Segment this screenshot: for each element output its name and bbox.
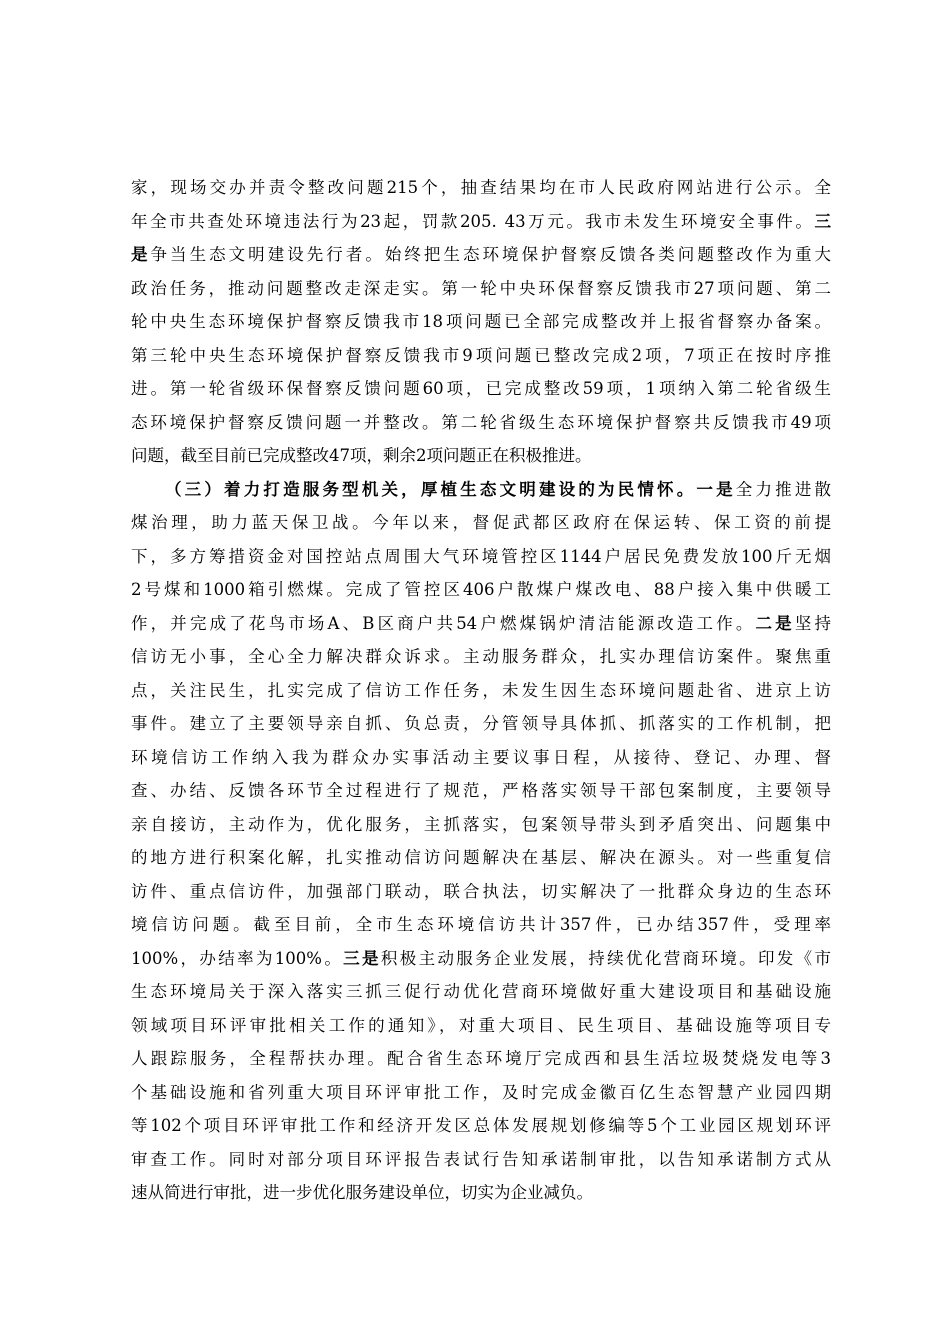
text-segment: 第三轮中央生态环境保护督察反馈我市9项问题已整改完成2项，7项正在按时序推 <box>131 345 831 365</box>
text-line <box>131 1144 831 1176</box>
text-line <box>131 273 831 305</box>
text-segment: 个基础设施和省列重大项目环评审批工作，及时完成金徽百亿生态智慧产业园四期 <box>131 1082 831 1102</box>
bold-text-segment: 二是 <box>755 613 795 633</box>
text-segment: 点，关注民生，扎实完成了信访工作任务，未发生因生态环境问题赴省、进京上访 <box>131 680 831 700</box>
text-segment: 的地方进行积案化解，扎实推动信访问题解决在基层、解决在源头。对一些重复信 <box>131 848 831 867</box>
text-line <box>131 708 831 740</box>
text-line <box>131 340 831 372</box>
text-segment: 态环境保护督察反馈问题一并整改。第二轮省级生态环境保护督察共反馈我市49项 <box>131 412 831 432</box>
text-line <box>131 775 831 807</box>
bold-text-segment: （三）着力打造服务型机关，厚植生态文明建设的为民情怀。一是 <box>165 479 736 499</box>
bold-text-segment: 三是 <box>343 948 381 968</box>
text-segment: 年全市共查处环境违法行为23起，罚款205. 43万元。我市未发生环境安全事件。 <box>131 211 815 231</box>
text-segment: 亲自接访，主动作为，优化服务，主抓落实，包案领导带头到矛盾突出、问题集中 <box>131 814 831 834</box>
text-segment: 领域项目环评审批相关工作的通知》，对重大项目、民生项目、基础设施等项目专 <box>131 1015 831 1035</box>
text-line <box>131 507 831 539</box>
text-line <box>131 842 831 874</box>
text-line <box>131 1010 831 1042</box>
text-segment: 100%，办结率为100%。 <box>131 948 344 968</box>
text-line <box>131 574 831 606</box>
text-line <box>131 909 831 941</box>
text-line <box>131 373 831 405</box>
text-segment: 事件。建立了主要领导亲自抓、负总责，分管领导具体抓、抓落实的工作机制，把 <box>131 714 831 733</box>
text-segment: 争当生态文明建设先行者。始终把生态环境保护督察反馈各类问题整改作为重大 <box>150 245 831 264</box>
text-line <box>131 809 831 841</box>
text-line <box>131 1177 831 1209</box>
section-heading-line <box>165 474 831 506</box>
text-segment: 人跟踪服务，全程帮扶办理。配合省生态环境厅完成西和县生活垃圾焚烧发电等3 <box>131 1049 831 1068</box>
bold-text-segment: 三 <box>814 211 831 231</box>
text-segment: 环境信访工作纳入我为群众办实事活动主要议事日程，从接待、登记、办理、督 <box>131 747 831 767</box>
text-line <box>131 172 831 204</box>
text-line <box>131 641 831 673</box>
text-segment: 下，多方筹措资金对国控站点周围大气环境管控区1144户居民免费发放100斤无烟 <box>131 546 831 566</box>
text-line <box>131 608 831 640</box>
text-line <box>131 1110 831 1142</box>
text-line <box>131 239 831 271</box>
text-segment: 境信访问题。截至目前，全市生态环境信访共计357件，已办结357件，受理率 <box>131 915 831 934</box>
text-segment: 访件、重点信访件，加强部门联动，联合执法，切实解决了一批群众身边的生态环 <box>131 881 831 901</box>
text-segment: 积极主动服务企业发展，持续优化营商环境。印发《市 <box>380 948 831 968</box>
text-line <box>131 306 831 338</box>
text-line <box>131 943 831 975</box>
text-segment: 全力推进散 <box>735 479 831 499</box>
text-segment: 问题，截至目前已完成整改47项，剩余2项问题正在积极推进。 <box>131 446 592 465</box>
text-line <box>131 1043 831 1075</box>
text-segment: 信访无小事，全心全力解决群众诉求。主动服务群众，扎实办理信访案件。聚焦重 <box>131 647 831 666</box>
text-line <box>131 876 831 908</box>
text-line <box>131 541 831 573</box>
text-segment: 轮中央生态环境保护督察反馈我市18项问题已全部完成整改并上报省督察办备案。 <box>131 312 831 331</box>
text-segment: 速从简进行审批，进一步优化服务建设单位，切实为企业减负。 <box>131 1183 593 1202</box>
text-segment: 审查工作。同时对部分项目环评报告表试行告知承诺制审批，以告知承诺制方式从 <box>131 1149 831 1169</box>
text-line <box>131 742 831 774</box>
text-segment: 煤治理，助力蓝天保卫战。今年以来，督促武都区政府在保运转、保工资的前提 <box>131 513 831 532</box>
text-line <box>131 440 831 472</box>
text-segment: 家，现场交办并责令整改问题215个，抽查结果均在市人民政府网站进行公示。全 <box>131 178 831 197</box>
text-line <box>131 206 831 238</box>
bold-text-segment: 是 <box>131 245 151 264</box>
text-segment: 生态环境局关于深入落实三抓三促行动优化营商环境做好重大建设项目和基础设施 <box>131 982 831 1001</box>
text-segment: 等102个项目环评审批工作和经济开发区总体发展规划修编等5个工业园区规划环评 <box>131 1116 831 1135</box>
text-segment: 进。第一轮省级环保督察反馈问题60项，已完成整改59项，1项纳入第二轮省级生 <box>131 379 831 398</box>
text-segment: 作，并完成了花鸟市场A、B区商户共54户燃煤锅炉清洁能源改造工作。 <box>131 613 756 633</box>
text-segment: 查、办结、反馈各环节全过程进行了规范，严格落实领导干部包案制度，主要领导 <box>131 781 831 800</box>
text-line <box>131 976 831 1008</box>
text-segment: 坚持 <box>794 613 831 633</box>
text-segment: 2号煤和1000箱引燃煤。完成了管控区406户散煤户煤改电、88户接入集中供暖工 <box>131 580 831 599</box>
text-segment: 政治任务，推动问题整改走深走实。第一轮中央环保督察反馈我市27项问题、第二 <box>131 278 831 298</box>
text-line <box>131 407 831 439</box>
text-line <box>131 675 831 707</box>
text-line <box>131 1077 831 1109</box>
